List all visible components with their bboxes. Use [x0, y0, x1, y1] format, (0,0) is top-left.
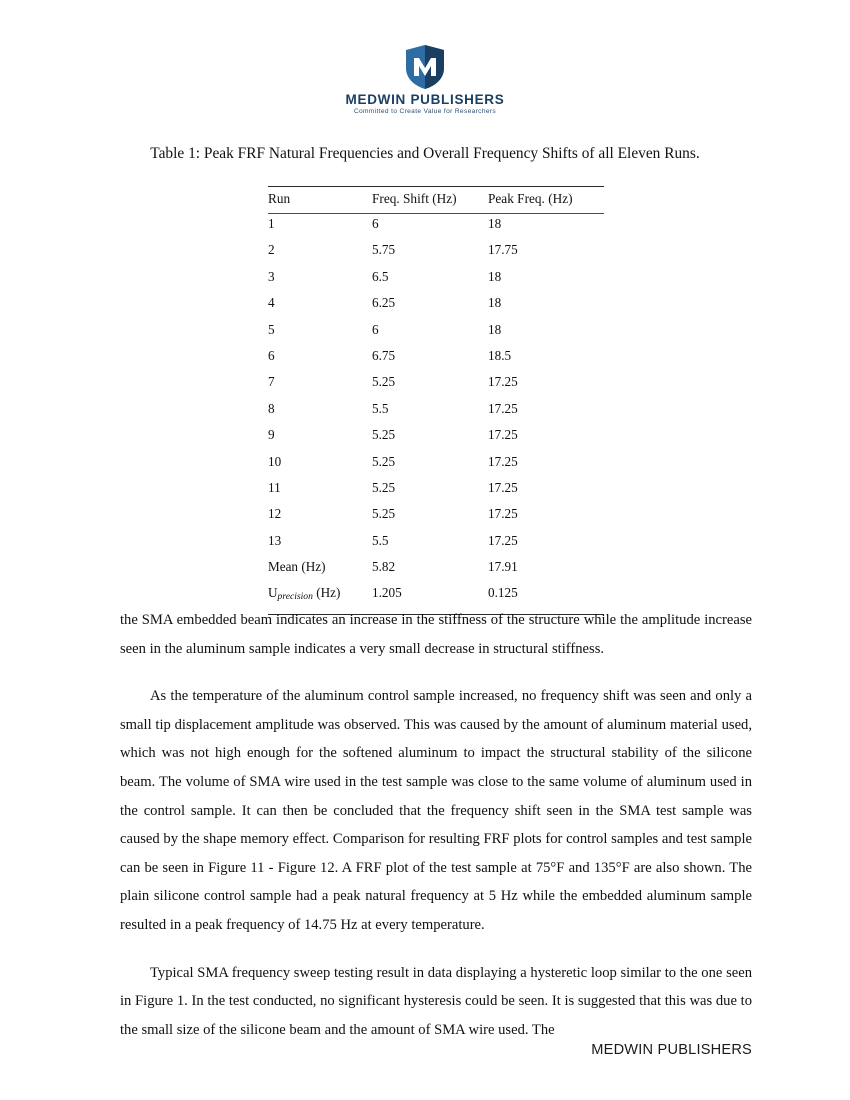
cell-run: 11 [268, 479, 281, 495]
publisher-header [0, 44, 850, 115]
uncertainty-symbol: U [268, 585, 278, 601]
cell-shift: 5.25 [372, 453, 396, 469]
cell-run: 12 [268, 506, 282, 522]
cell-run: 10 [268, 453, 282, 469]
paragraph-3: Typical SMA frequency sweep testing result in data displaying a hysteretic loop similar to the one seen in Figure 1. In the test conducted, no significant hysteresis could be seen. It is suggested that this was due to the small size of the silicone beam and the amount of SMA wire used. The [120, 964, 752, 1038]
table-row [268, 346, 604, 372]
table-header-row [268, 187, 604, 214]
cell-shift: 5.82 [372, 559, 396, 575]
cell-peak: 18.5 [488, 347, 512, 363]
table-row [268, 267, 604, 293]
cell-peak: 17.25 [488, 453, 518, 469]
paragraph-2: As the temperature of the aluminum control sample increased, no frequency shift was seen and only a small tip displacement amplitude was observed. This was caused by the amount of aluminum material used, which was not high enough for the softened aluminum to impact the structural stability of the silicone beam. The volume of SMA wire used in the test sample was close to the same volume of aluminum used in the control sample. It can then be concluded that the frequency shift seen in the SMA test sample was caused by the shape memory effect. Comparison for resulting FRF plots for control samples and test sample can be seen in Figure 11 - Figure 12. A FRF plot of the test sample at 75°F and 135°F are also shown. The plain silicone control sample had a peak natural frequency at 5 Hz while the embedded aluminum sample resulted in a peak frequency of 14.75 Hz at every temperature. [120, 688, 752, 933]
cell-run: 3 [268, 268, 275, 284]
cell-peak: 18 [488, 268, 502, 284]
cell-run: 9 [268, 427, 275, 443]
paragraph-1: the SMA embedded beam indicates an increase in the stiffness of the structure while the amplitude increase seen in the aluminum sample indicates a very small decrease in structural stiffness. [120, 612, 752, 657]
column-header-run: Run [268, 191, 291, 206]
cell-shift: 6.25 [372, 295, 396, 311]
table-row [268, 504, 604, 530]
cell-shift: 1.205 [372, 583, 488, 614]
cell-shift: 6.5 [372, 268, 389, 284]
results-table [268, 186, 604, 615]
table-row [268, 478, 604, 504]
cell-run: 13 [268, 532, 282, 548]
cell-run: 6 [268, 347, 275, 363]
cell-shift: 5.5 [372, 532, 389, 548]
publisher-tagline: Committed to Create Value for Researchers [353, 108, 497, 115]
publisher-name: MEDWIN PUBLISHERS [345, 92, 505, 107]
cell-shift: 5.25 [372, 479, 396, 495]
cell-run: Mean (Hz) [268, 559, 326, 575]
table-row [268, 372, 604, 398]
cell-peak: 17.25 [488, 400, 518, 416]
cell-run: 1 [268, 216, 275, 231]
uncertainty-subscript: precision [277, 591, 313, 603]
column-header-peak-freq: Peak Freq. (Hz) [488, 191, 573, 206]
shield-logo-icon [403, 44, 447, 90]
cell-peak: 18 [488, 216, 502, 231]
cell-peak: 17.25 [488, 479, 518, 495]
cell-peak: 0.125 [488, 583, 604, 614]
cell-shift: 6 [372, 216, 379, 231]
cell-peak: 17.25 [488, 506, 518, 522]
cell-peak: 17.25 [488, 427, 518, 443]
cell-peak: 18 [488, 295, 502, 311]
cell-peak: 18 [488, 321, 502, 337]
table-row [268, 214, 604, 241]
cell-run: 7 [268, 374, 275, 390]
cell-run: 4 [268, 295, 275, 311]
uncertainty-unit: (Hz) [312, 585, 341, 601]
cell-shift: 5.25 [372, 506, 396, 522]
table-row [268, 531, 604, 557]
table-caption: Table 1: Peak FRF Natural Frequencies and Overall Frequency Shifts of all Eleven Runs. [150, 145, 700, 162]
table-row [268, 425, 604, 451]
table-row-mean [268, 557, 604, 583]
cell-shift: 6.75 [372, 347, 396, 363]
cell-peak: 17.91 [488, 559, 518, 575]
table-row [268, 320, 604, 346]
cell-shift: 5.5 [372, 400, 389, 416]
table-row [268, 240, 604, 266]
column-header-freq-shift: Freq. Shift (Hz) [372, 191, 457, 206]
cell-peak: 17.75 [488, 242, 518, 258]
cell-peak: 17.25 [488, 374, 518, 390]
cell-peak: 17.25 [488, 532, 518, 548]
cell-shift: 5.75 [372, 242, 396, 258]
cell-shift: 5.25 [372, 374, 396, 390]
table-row [268, 452, 604, 478]
cell-shift: 6 [372, 321, 379, 337]
table-row [268, 399, 604, 425]
table-row [268, 293, 604, 319]
cell-shift: 5.25 [372, 427, 396, 443]
cell-run: 8 [268, 400, 275, 416]
cell-run: 5 [268, 321, 275, 337]
body-text [120, 606, 752, 1063]
page-footer: MEDWIN PUBLISHERS [591, 1042, 752, 1058]
cell-run: 2 [268, 242, 275, 258]
